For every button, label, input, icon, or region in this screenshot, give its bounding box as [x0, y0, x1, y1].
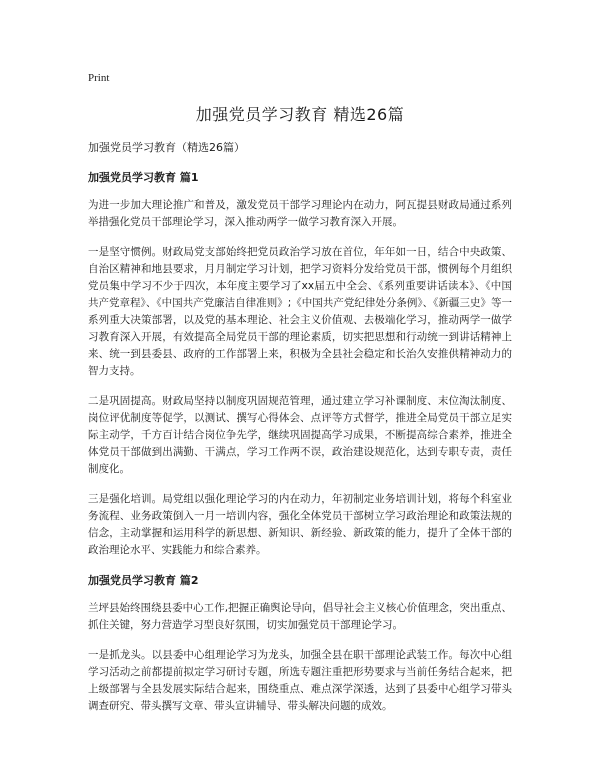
document-subtitle: 加强党员学习教育（精选26篇）: [88, 141, 245, 154]
page-title: 加强党员学习教育 精选26篇: [195, 105, 405, 124]
paragraph: 一是坚守惯例。财政局党支部始终把党员政治学习放在首位，年年如一日，结合中央政策、自治区精神和地县要求，月月制定学习计划，把学习资料分发给党员干部，惯例每个月组织党员集中学习不少于四次，本年度主要学习了xx届五中全会、《系列重要讲话读本》、《中国共产党章程》、《中国共产党廉洁自律准则》;《中国共产党纪律处分条例》、《新疆三史》等一系列重大决策部署，以及党的基本理论、社会主义价值观、去极端化学习，推动两学一做学习教育深入开展，有效提高全局党员干部的理论素质，切实把思想和行动统一到讲话精神上来、统一到县委县、政府的工作部署上来，积极为全县社会稳定和长治久安推供精神动力的智力支持。: [88, 246, 512, 377]
section-2: [88, 572, 512, 715]
section-heading: 加强党员学习教育 篇2: [88, 574, 199, 587]
paragraph: 兰坪县始终围绕县委中心工作,把握正确舆论导向，倡导社会主义核心价值理念，突出重点、抓住关键，努力营造学习型良好氛围，切实加强党员干部理论学习。: [88, 602, 512, 631]
print-link[interactable]: Print: [88, 72, 110, 84]
section-1: [88, 169, 512, 559]
paragraph: 三是强化培训。局党组以强化理论学习的内在动力，年初制定业务培训计划，将每个科室业务流程、业务政策倒入一月一培训内容，强化全体党员干部树立学习政治理论和政策法规的信念，主动掌握和运用科学的新思想、新知识、新经验、新政策的能力，提升了全体干部的政治理论水平、实践能力和综合素养。: [88, 493, 512, 556]
section-heading: 加强党员学习教育 篇1: [88, 171, 199, 184]
paragraph: 二是巩固提高。财政局坚持以制度巩固规范管理，通过建立学习补课制度、末位淘汰制度、岗位评优制度等促学，以测试、撰写心得体会、点评等方式督学，推进全局党员干部立足实际主动学，千方百计结合岗位争先学，继续巩固提高学习成果，不断提高综合素养，推进全体党员干部做到出满勤、干满点，学习工作两不误，政治建设规范化，达到专职专责，责任制度化。: [88, 395, 512, 475]
paragraph: 一是抓龙头。以县委中心组理论学习为龙头，加强全县在职干部理论武装工作。每次中心组学习活动之前都提前拟定学习研讨专题，所选专题注重把形势要求与当前任务结合起来，把上级部署与全县发展实际结合起来，围绕重点、难点深学深透，达到了县委中心组学习带头调查研究、带头撰写文章、带头宣讲辅导、带头解决问题的成效。: [88, 649, 512, 712]
paragraph: 为进一步加大理论推广和普及，激发党员干部学习理论内在动力，阿瓦提县财政局通过系列举措强化党员干部理论学习，深入推动两学一做学习教育深入开展。: [88, 199, 512, 228]
